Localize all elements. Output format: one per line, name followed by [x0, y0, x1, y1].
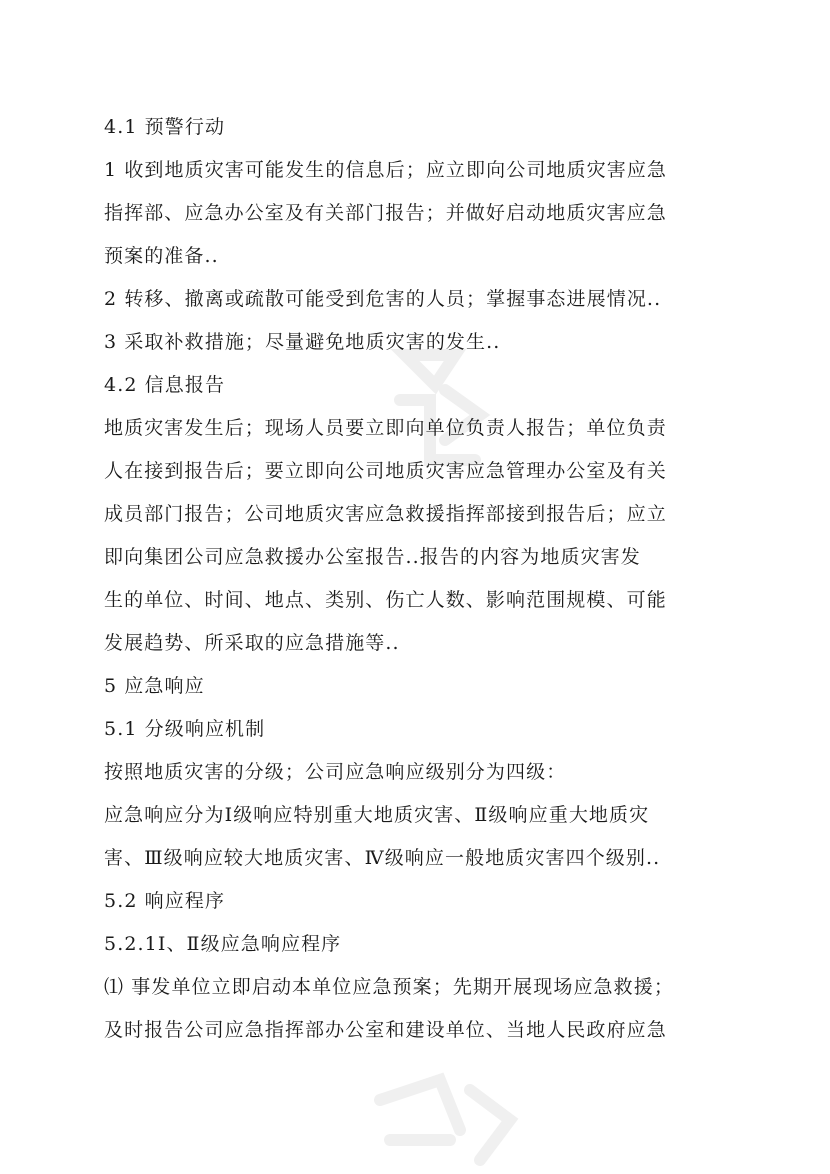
- paragraph-line: 即向集团公司应急救援办公室报告..报告的内容为地质灾害发: [104, 546, 641, 568]
- paragraph-line: ⑴ 事发单位立即启动本单位应急预案；先期开展现场应急救援；: [104, 976, 674, 998]
- paragraph-line: 地质灾害发生后；现场人员要立即向单位负责人报告；单位负责: [104, 417, 667, 439]
- heading-5-1: 5.1 分级响应机制: [104, 718, 266, 740]
- heading-4-1: 4.1 预警行动: [104, 116, 226, 138]
- paragraph-line: 指挥部、应急办公室及有关部门报告；并做好启动地质灾害应急: [104, 202, 667, 224]
- paragraph-line: 人在接到报告后；要立即向公司地质灾害应急管理办公室及有关: [104, 460, 667, 482]
- paragraph-line: 发展趋势、所采取的应急措施等..: [104, 632, 400, 654]
- heading-5-2-1: 5.2.1Ⅰ、Ⅱ级应急响应程序: [104, 933, 342, 955]
- paragraph-line: 按照地质灾害的分级；公司应急响应级别分为四级：: [104, 761, 567, 783]
- heading-5-2: 5.2 响应程序: [104, 890, 226, 912]
- paragraph-line: 害、Ⅲ级响应较大地质灾害、Ⅳ级响应一般地质灾害四个级别..: [104, 847, 661, 869]
- paragraph-line: 1 收到地质灾害可能发生的信息后；应立即向公司地质灾害应急: [104, 159, 668, 181]
- watermark-logo-bottom: [360, 1070, 530, 1174]
- paragraph-line: 3 采取补救措施；尽量避免地质灾害的发生..: [104, 331, 501, 353]
- document-body: [104, 112, 734, 1058]
- paragraph-line: 及时报告公司应急指挥部办公室和建设单位、当地人民政府应急: [104, 1019, 667, 1041]
- heading-5: 5 应急响应: [104, 675, 205, 697]
- heading-4-2: 4.2 信息报告: [104, 374, 226, 396]
- paragraph-line: 应急响应分为Ⅰ级响应特别重大地质灾害、Ⅱ级响应重大地质灾: [104, 804, 650, 826]
- paragraph-line: 预案的准备..: [104, 245, 219, 267]
- paragraph-line: 成员部门报告；公司地质灾害应急救援指挥部接到报告后；应立: [104, 503, 667, 525]
- paragraph-line: 2 转移、撤离或疏散可能受到危害的人员；掌握事态进展情况..: [104, 288, 662, 310]
- paragraph-line: 生的单位、时间、地点、类别、伤亡人数、影响范围规模、可能: [104, 589, 667, 611]
